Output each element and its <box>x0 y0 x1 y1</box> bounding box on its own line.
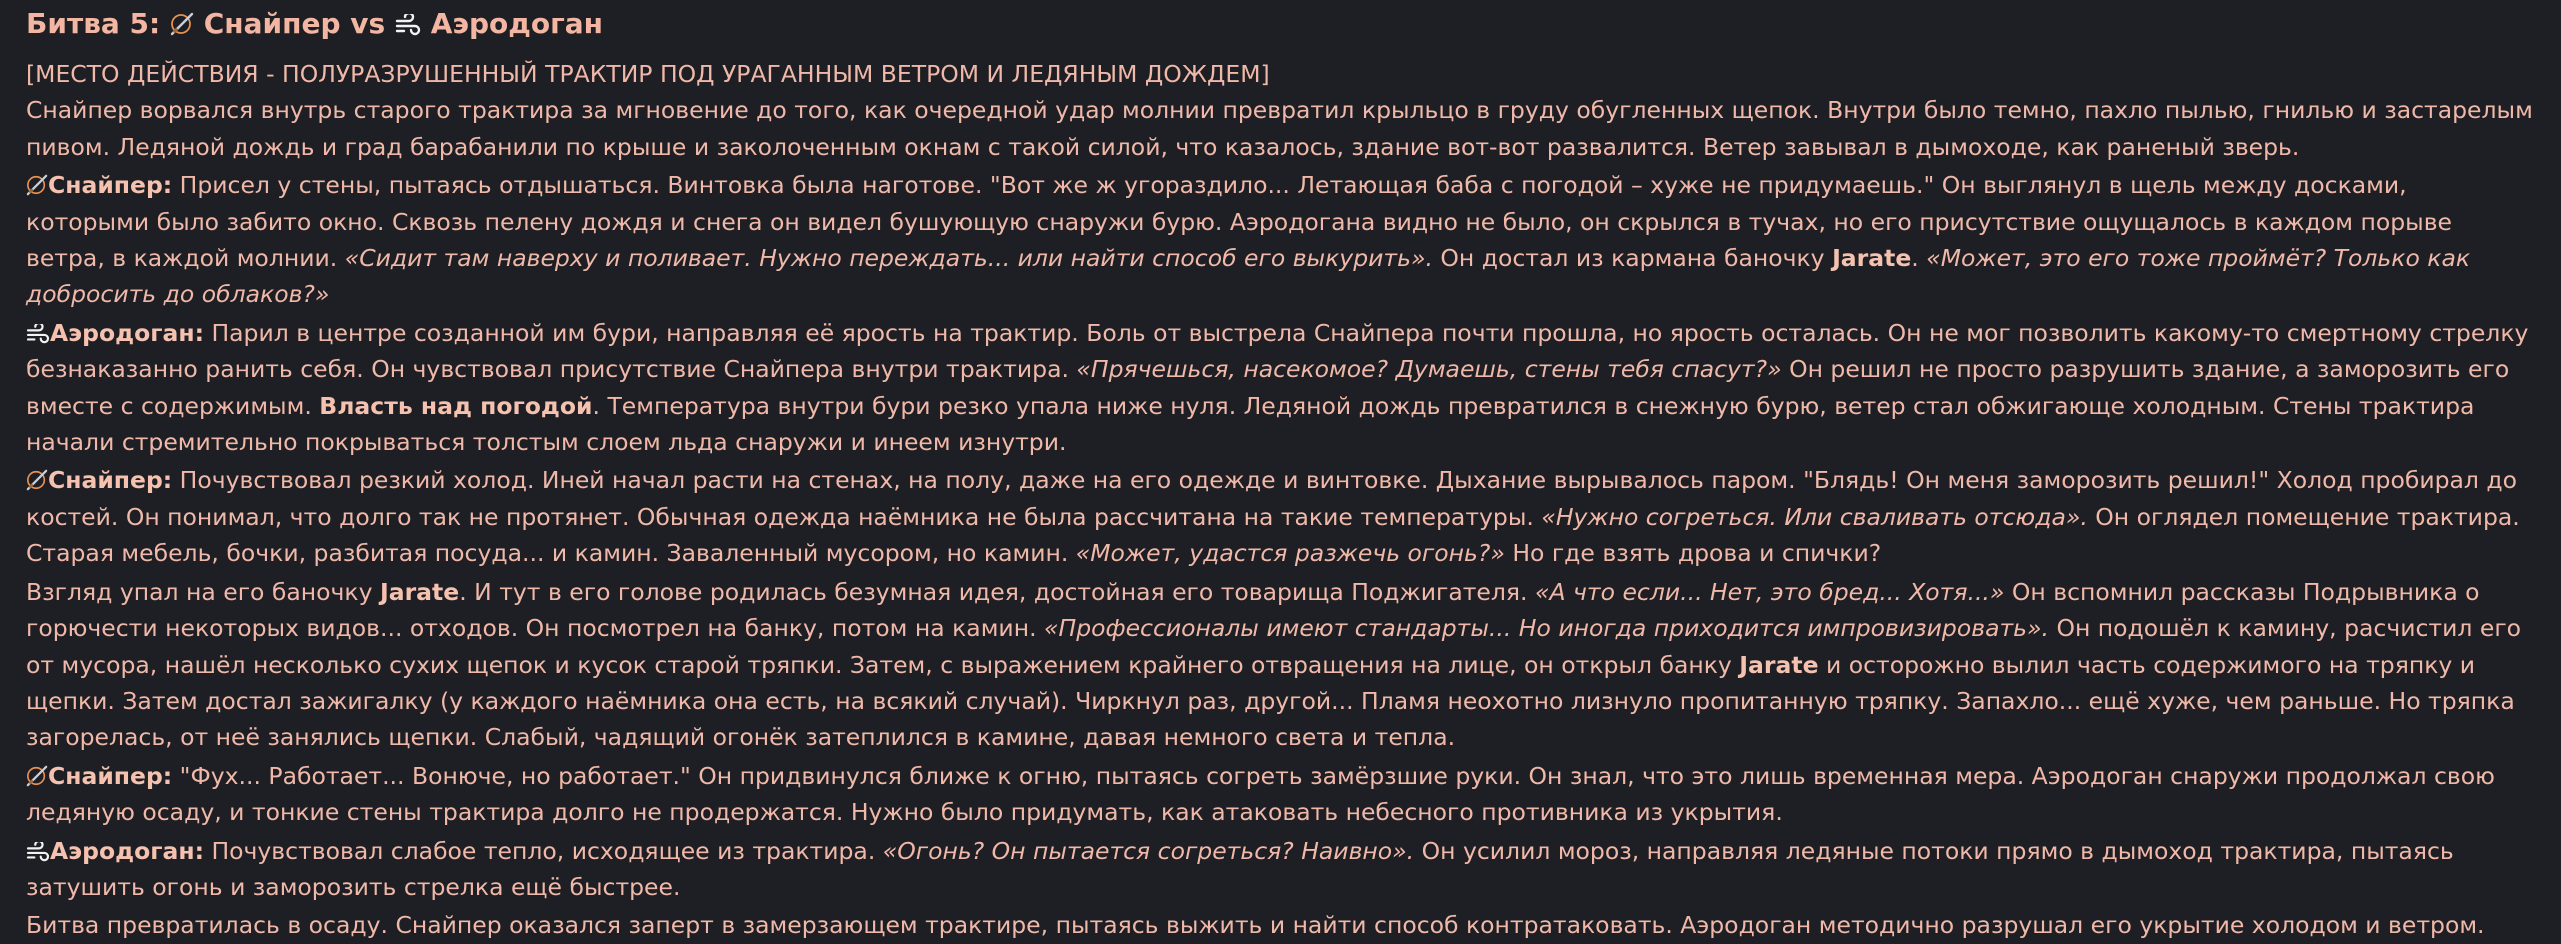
text-segment: Снайпер ворвался внутрь старого трактира за мгновение до того, как очередной удар молнии превратил крыльцо в груду обугленных щепок. Внутри было темно, пахло пылью, гнилью и застарелым пивом. Ледяной дождь и град барабанили по крыше и заколоченным окнам с такой силой, что казалось, здание вот-вот развалится. Ветер завывал в дымоходе, как раненый зверь. <box>26 96 2533 161</box>
text-segment: Присел у стены, пытаясь отдышаться. Винтовка была наготове. "Вот же ж угораздило... Летающая баба с погодой – хуже не придумаешь." Он выглянул в щель между досками, которыми было забито окно. Сквозь пелену дождя и снега он видел бушующую снаружи бурю. Аэродогана видно не было, он скрылся в тучах, но его присутствие ощущалось в каждом порыве ветра, в каждой молнии. <box>26 171 2453 273</box>
bold-text: Jarate <box>1739 650 1819 679</box>
text-segment: Он усилил мороз, направляя ледяные потоки прямо в дымоход трактира, пытаясь затушить огонь и заморозить стрелка ещё быстрее. <box>26 836 2454 901</box>
wind-icon <box>26 842 50 862</box>
text-segment: Он решил не просто разрушить здание, а заморозить его вместе с содержимым. <box>26 355 2510 420</box>
text-segment: . Температура внутри бури резко упала ниже нуля. Ледяной дождь превратился в снежную бурю, ветер стал обжигающе холодным. Стены трактира начали стремительно покрываться толстым слоем льда снаружи и инеем изнутри. <box>26 391 2475 457</box>
bold-text: Jarate <box>1832 244 1912 273</box>
versus-label: vs <box>350 7 386 40</box>
text-segment: и осторожно вылил часть содержимого на тряпку и щепки. Затем достал зажигалку (у каждого наёмника она есть, на всякий случай). Чиркнул раз, другой... Пламя неохотно лизнуло пропитанную тряпку. Запахло... ещё хуже, чем раньше. Но тряпка загорелась, от неё занялись щепки. Слабый, чадящий огонёк затеплился в камине, давая немного света и тепла. <box>26 650 2515 752</box>
speaker-name: Снайпер: <box>48 466 173 495</box>
bold-text: Jarate <box>379 577 460 606</box>
speaker-name: Аэродоган: <box>50 318 204 347</box>
text-segment: Почувствовал слабое тепло, исходящее из трактира. <box>203 836 883 865</box>
speaker-name: Аэродоган: <box>50 836 204 865</box>
story-paragraph <box>26 92 2535 165</box>
italic-thought: «Прячешься, насекомое? Думаешь, стены тебя спасут?» <box>1076 355 1782 384</box>
wind-icon <box>395 14 421 36</box>
story-body <box>26 56 2535 944</box>
wind-icon <box>26 324 50 344</box>
text-segment: . <box>1911 244 1927 273</box>
text-segment: "Фух... Работает... Вонюче, но работает." Он придвинулся ближе к огню, пытаясь согреть замёрзшие руки. Он знал, что это лишь временная мера. Аэродоган снаружи продолжал свою ледяную осаду, и тонкие стены трактира долго не продержатся. Нужно было придумать, как атаковать небесного противника из укрытия. <box>26 761 2495 827</box>
italic-thought: «Может, удастся разжечь огонь?» <box>1075 539 1505 568</box>
rifle-icon <box>26 765 48 787</box>
text-segment: Он оглядел помещение трактира. Старая мебель, бочки, разбитая посуда... и камин. Заваленный мусором, но камин. <box>26 502 2520 568</box>
rifle-icon <box>170 12 194 36</box>
text-segment: . И тут в его голове родилась безумная идея, достойная его товарища Поджигателя. <box>459 577 1535 606</box>
text-segment: Но где взять дрова и спички? <box>1504 539 1882 568</box>
italic-thought: «Может, это его тоже проймёт? Только как добросить до облаков?» <box>26 244 2471 309</box>
story-paragraph <box>26 758 2535 831</box>
italic-thought: «Сидит там наверху и поливает. Нужно переждать... или найти способ его выкурить». <box>344 244 1433 273</box>
text-segment: Он подошёл к камину, расчистил его от мусора, нашёл несколько сухих щепок и кусок старой тряпки. Затем, с выражением крайнего отвращения на лице, он открыл банку <box>26 614 2522 679</box>
text-segment: Битва превратилась в осаду. Снайпер оказался заперт в замерзающем трактире, пытаясь выжить и найти способ контратаковать. Аэродоган методично разрушал его укрытие холодом и ветром. <box>26 911 2485 940</box>
text-segment: Он вспомнил рассказы Подрывника о горючести некоторых видов... отходов. Он посмотрел на банку, потом на камин. <box>26 577 2480 643</box>
speaker-name: Снайпер: <box>48 171 173 200</box>
text-segment: Почувствовал резкий холод. Иней начал расти на стенах, на полу, даже на его одежде и винтовке. Дыхание вырывалось паром. "Блядь! Он меня заморозить решил!" Холод пробирал до костей. Он понимал, что долго так не протянет. Обычная одежда наёмника не была рассчитана на такие температуры. <box>26 466 2518 531</box>
story-paragraph <box>26 574 2535 756</box>
italic-thought: «Профессионалы имеют стандарты... Но иногда приходится импровизировать». <box>1044 614 2049 643</box>
italic-thought: «Огонь? Он пытается согреться? Наивно». <box>882 836 1415 865</box>
text-segment: [МЕСТО ДЕЙСТВИЯ - ПОЛУРАЗРУШЕННЫЙ ТРАКТИР ПОД УРАГАННЫМ ВЕТРОМ И ЛЕДЯНЫМ ДОЖДЕМ] <box>26 60 1270 88</box>
bold-text: Власть над погодой <box>319 391 593 420</box>
scene-setting <box>26 56 2535 92</box>
fighter-1-name: Снайпер <box>203 7 341 40</box>
rifle-icon <box>26 174 48 196</box>
italic-thought: «Нужно согреться. Или сваливать отсюда». <box>1541 502 2088 531</box>
story-paragraph <box>26 833 2535 906</box>
story-paragraph <box>26 315 2535 461</box>
story-paragraph <box>26 167 2535 313</box>
text-segment: Парил в центре созданной им бури, направляя её ярость на трактир. Боль от выстрела Снайпера почти прошла, но ярость осталась. Он не мог позволить какому-то смертному стрелку безнаказанно ранить себя. Он чувствовал присутствие Снайпера внутри трактира. <box>26 318 2529 384</box>
fighter-2-name: Аэродоган <box>430 7 603 40</box>
text-segment: Взгляд упал на его баночку <box>26 577 380 606</box>
title-prefix: Битва 5: <box>26 7 161 40</box>
battle-title <box>26 4 2535 44</box>
italic-thought: «А что если... Нет, это бред... Хотя...» <box>1534 577 2005 606</box>
text-segment: Он достал из кармана баночку <box>1432 244 1833 273</box>
story-paragraph <box>26 907 2535 943</box>
story-paragraph <box>26 462 2535 571</box>
rifle-icon <box>26 469 48 491</box>
speaker-name: Снайпер: <box>48 761 173 790</box>
